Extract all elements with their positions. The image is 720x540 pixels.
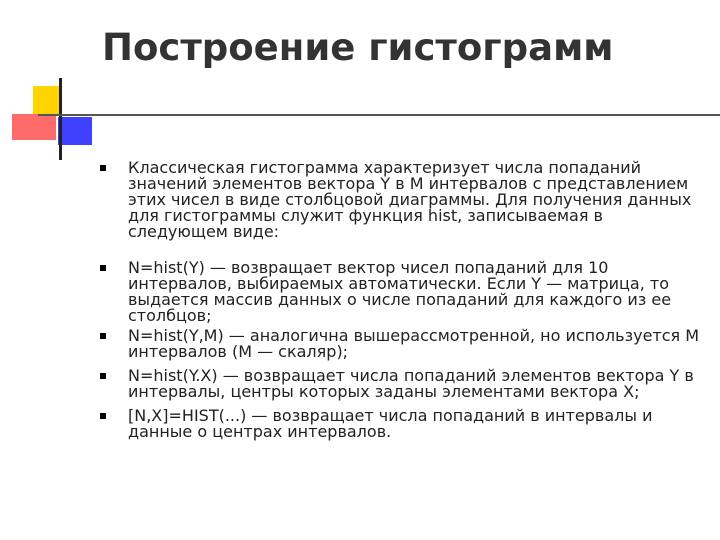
decor-yellow-square — [33, 86, 59, 114]
bullet-text: N=hist(Y,M) — аналогична вышерассмотренной, но используется M интервалов (M — скаляр); — [128, 326, 700, 361]
bullet-item — [96, 260, 704, 328]
decor-red-square — [12, 114, 56, 140]
bullet-text: [N,X]=HIST(...) — возвращает числа попаданий в интервалы и данные о центрах интервалов. — [128, 406, 653, 441]
square-bullet-icon — [100, 333, 106, 339]
bullet-item — [96, 328, 704, 368]
square-bullet-icon — [100, 373, 106, 379]
decor-vertical-line — [59, 78, 62, 160]
bullet-text: N=hist(Y.X) — возвращает числа попаданий элементов вектора Y в интервалы, центры которых заданы элементами вектора X; — [128, 366, 694, 401]
square-bullet-icon — [100, 265, 106, 271]
slide-title: Построение гистограмм — [102, 26, 614, 69]
square-bullet-icon — [100, 165, 106, 171]
bullet-item — [96, 408, 704, 448]
bullet-text: N=hist(Y) — возвращает вектор чисел попаданий для 10 интервалов, выбираемых автоматически. Если Y — матрица, то выдается массив данных о числе попаданий для каждого из ее столбцов; — [128, 258, 672, 325]
decor-horizontal-line — [38, 114, 720, 116]
square-bullet-icon — [100, 413, 106, 419]
bullet-list — [96, 160, 704, 448]
bullet-text: Классическая гистограмма характеризует числа попаданий значений элементов вектора Y в M интервалов с представлением этих чисел в виде столбцовой диаграммы. Для получения данных для гистограммы служит функция hist, записываемая в следующем виде: — [128, 158, 692, 241]
bullet-item — [96, 160, 704, 260]
bullet-item — [96, 368, 704, 408]
decor-blue-square — [58, 117, 92, 145]
